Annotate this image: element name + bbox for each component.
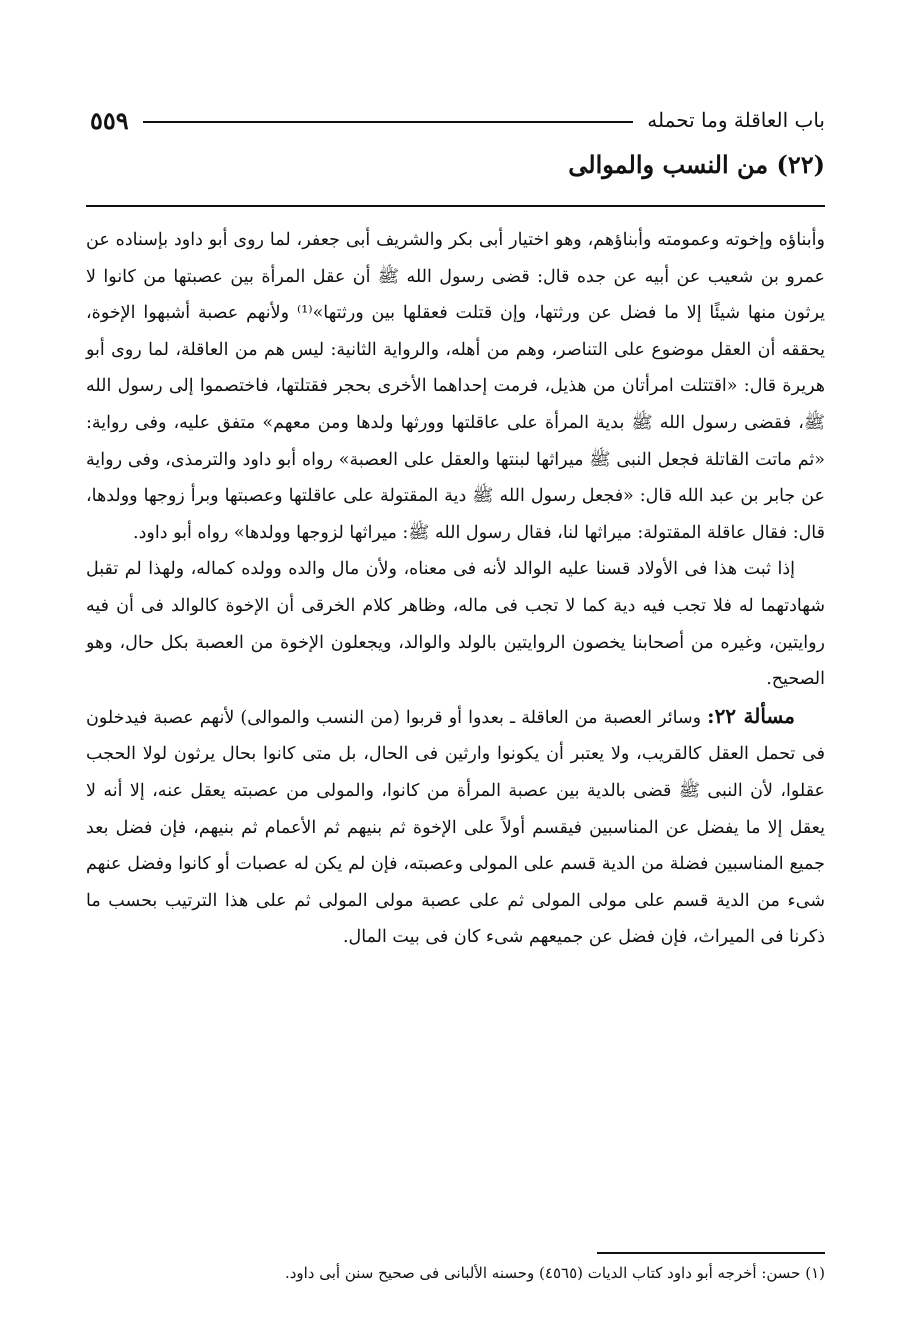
heading-rule	[86, 205, 825, 207]
main-text	[86, 222, 825, 956]
masala-text: وسائر العصبة من العاقلة ـ بعدوا أو قربوا (من النسب والموالى) لأنهم عصبة فيدخلون فى تحمل العقل كالقريب، ولا يعتبر أن يكونوا وارثين فى الحال، بل متى كانوا بحال يرثون لولا الحجب عقلوا، لأن النبى ﷺ قضى بالدية بين عصبة المرأة من كانوا، والمولى من عصبته يعقل عنه، إلا أنه لا يعقل إلا ما يفضل عن المناسبين فيقسم أولاً على الإخوة ثم بنيهم ثم الأعمام ثم بنيهم، فإن فضل بعد جميع المناسبين فضلة من الدية قسم على المولى وعصبته، فإن لم يكن له عصبات أو كانوا وفضل عنهم شىء من الدية قسم على مولى المولى ثم على عصبة مولى المولى ثم على هذا الترتيب بحسب ما ذكرنا فى الميراث، فإن فضل عن جميعهم شىء كان فى بيت المال.	[86, 707, 825, 948]
running-header	[90, 100, 825, 140]
chapter-title: باب العاقلة وما تحمله	[647, 108, 825, 132]
footnote-rule	[597, 1252, 825, 1254]
header-rule	[143, 121, 634, 123]
paragraph-masala	[86, 698, 825, 956]
paragraph-2: إذا ثبت هذا فى الأولاد قسنا عليه الوالد لأنه فى معناه، ولأن مال والده وولده كماله، ولهذا لم تقبل شهادتهما له فلا تجب فيه دية كما لا تجب فى ماله، وظاهر كلام الخرقى أن الإخوة كالوالد فى أن فيه روايتين، وغيره من أصحابنا يخصون الروايتين بالولد والوالد، ويجعلون الإخوة من العصبة بكل حال، وهو الصحيح.	[86, 559, 825, 690]
footnote: (١) حسن: أخرجه أبو داود كتاب الديات (٤٥٦٥) وحسنه الألبانى فى صحيح سنن أبى داود.	[284, 1264, 825, 1282]
section-heading: (٢٢) من النسب والموالى	[568, 150, 825, 179]
paragraph-1: وأبناؤه وإخوته وعمومته وأبناؤهم، وهو اختيار أبى بكر والشريف أبى جعفر، لما روى أبو داود بإسناده عن عمرو بن شعيب عن أبيه عن جده قال: قضى رسول الله ﷺ أن عقل المرأة بين عصبتها من كانوا لا يرثون منها شيئًا إلا ما فضل عن ورثتها، وإن قتلت فعقلها بين ورثتها»⁽¹⁾ ولأنهم عصبة أشبهوا الإخوة، يحققه أن العقل موضوع على التناصر، وهم من أهله، والرواية الثانية: ليس هم من العاقلة، لما روى أبو هريرة قال: «اقتتلت امرأتان من هذيل، فرمت إحداهما الأخرى بحجر فقتلتها، فاختصموا إلى رسول الله ﷺ، فقضى رسول الله ﷺ بدية المرأة على عاقلتها وورثها ولدها ومن معهم» متفق عليه، وفى رواية: «ثم ماتت القاتلة فجعل النبى ﷺ ميراثها لبنتها والعقل على العصبة» رواه أبو داود والترمذى، وفى رواية عن جابر بن عبد الله قال: «فجعل رسول الله ﷺ دية المقتولة على عاقلتها وعصبتها وبرأ زوجها وولدها، قال: فقال عاقلة المقتولة: ميراثها لنا، فقال رسول الله ﷺ: ميراثها لزوجها وولدها» رواه أبو داود.	[86, 230, 825, 543]
page-number: ٥٥٩	[90, 105, 129, 135]
masala-label: مسألة ٢٢:	[707, 703, 795, 728]
